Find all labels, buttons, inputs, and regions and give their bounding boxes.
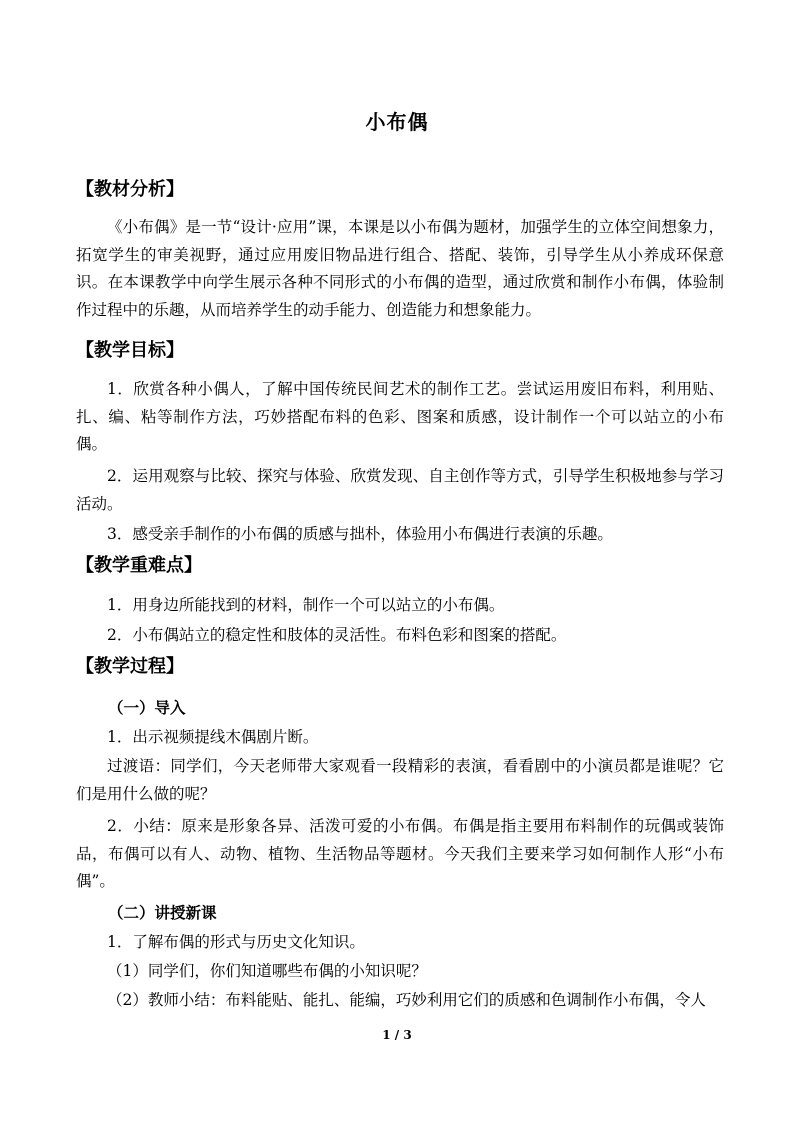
keypoint-item-2: 2．小布偶站立的稳定性和肢体的灵活性。布料色彩和图案的搭配。 [107, 626, 567, 644]
process-part2-title: （二）讲授新课 [108, 903, 217, 922]
heading-analysis: 【教材分析】 [76, 179, 184, 200]
heading-keypoints: 【教学重难点】 [76, 555, 202, 576]
goal-item-3: 3．感受亲手制作的小布偶的质感与拙朴，体验用小布偶进行表演的乐趣。 [107, 525, 613, 543]
process-part2-item-2: （1）同学们，你们知道哪些布偶的小知识呢？ [107, 962, 427, 980]
process-part1-title: （一）导入 [108, 698, 186, 717]
page-number: 1 / 3 [382, 1028, 412, 1042]
process-part2-item-3: （2）教师小结：布料能贴、能扎、能编，巧妙利用它们的质感和色调制作小布偶，令人 [107, 991, 706, 1009]
heading-goals: 【教学目标】 [76, 340, 184, 361]
process-part1-item-1: 1．出示视频提线木偶剧片断。 [107, 728, 319, 746]
process-part1-item-2: 过渡语：同学们，今天老师带大家观看一段精彩的表演，看看剧中的小演员都是谁呢？它们是用什么做的呢？ [76, 757, 724, 803]
process-part2-item-1: 1．了解布偶的形式与历史文化知识。 [107, 933, 365, 951]
goal-item-2: 2．运用观察与比较、探究与体验、欣赏发现、自主创作等方式，引导学生积极地参与学习活动。 [76, 467, 724, 513]
page-title: 小布偶 [365, 110, 429, 134]
analysis-paragraph: 《小布偶》是一节“设计·应用”课，本课是以小布偶为题材，加强学生的立体空间想象力，拓宽学生的审美视野，通过应用废旧物品进行组合、搭配、装饰，引导学生从小养成环保意识。在本课教学中向学生展示各种不同形式的小布偶的造型，通过欣赏和制作小布偶，体验制作过程中的乐趣，从而培养学生的动手能力、创造能力和想象能力。 [76, 218, 724, 319]
keypoint-item-1: 1．用身边所能找到的材料，制作一个可以站立的小布偶。 [107, 596, 505, 614]
goal-item-1: 1．欣赏各种小偶人，了解中国传统民间艺术的制作工艺。尝试运用废旧布料，利用贴、扎、编、粘等制作方法，巧妙搭配布料的色彩、图案和质感，设计制作一个可以站立的小布偶。 [76, 380, 724, 453]
heading-process: 【教学过程】 [76, 656, 184, 677]
process-part1-item-3: 2．小结：原来是形象各异、活泼可爱的小布偶。布偶是指主要用布料制作的玩偶或装饰品，布偶可以有人、动物、植物、生活物品等题材。今天我们主要来学习如何制作人形“小布偶”。 [76, 817, 724, 890]
